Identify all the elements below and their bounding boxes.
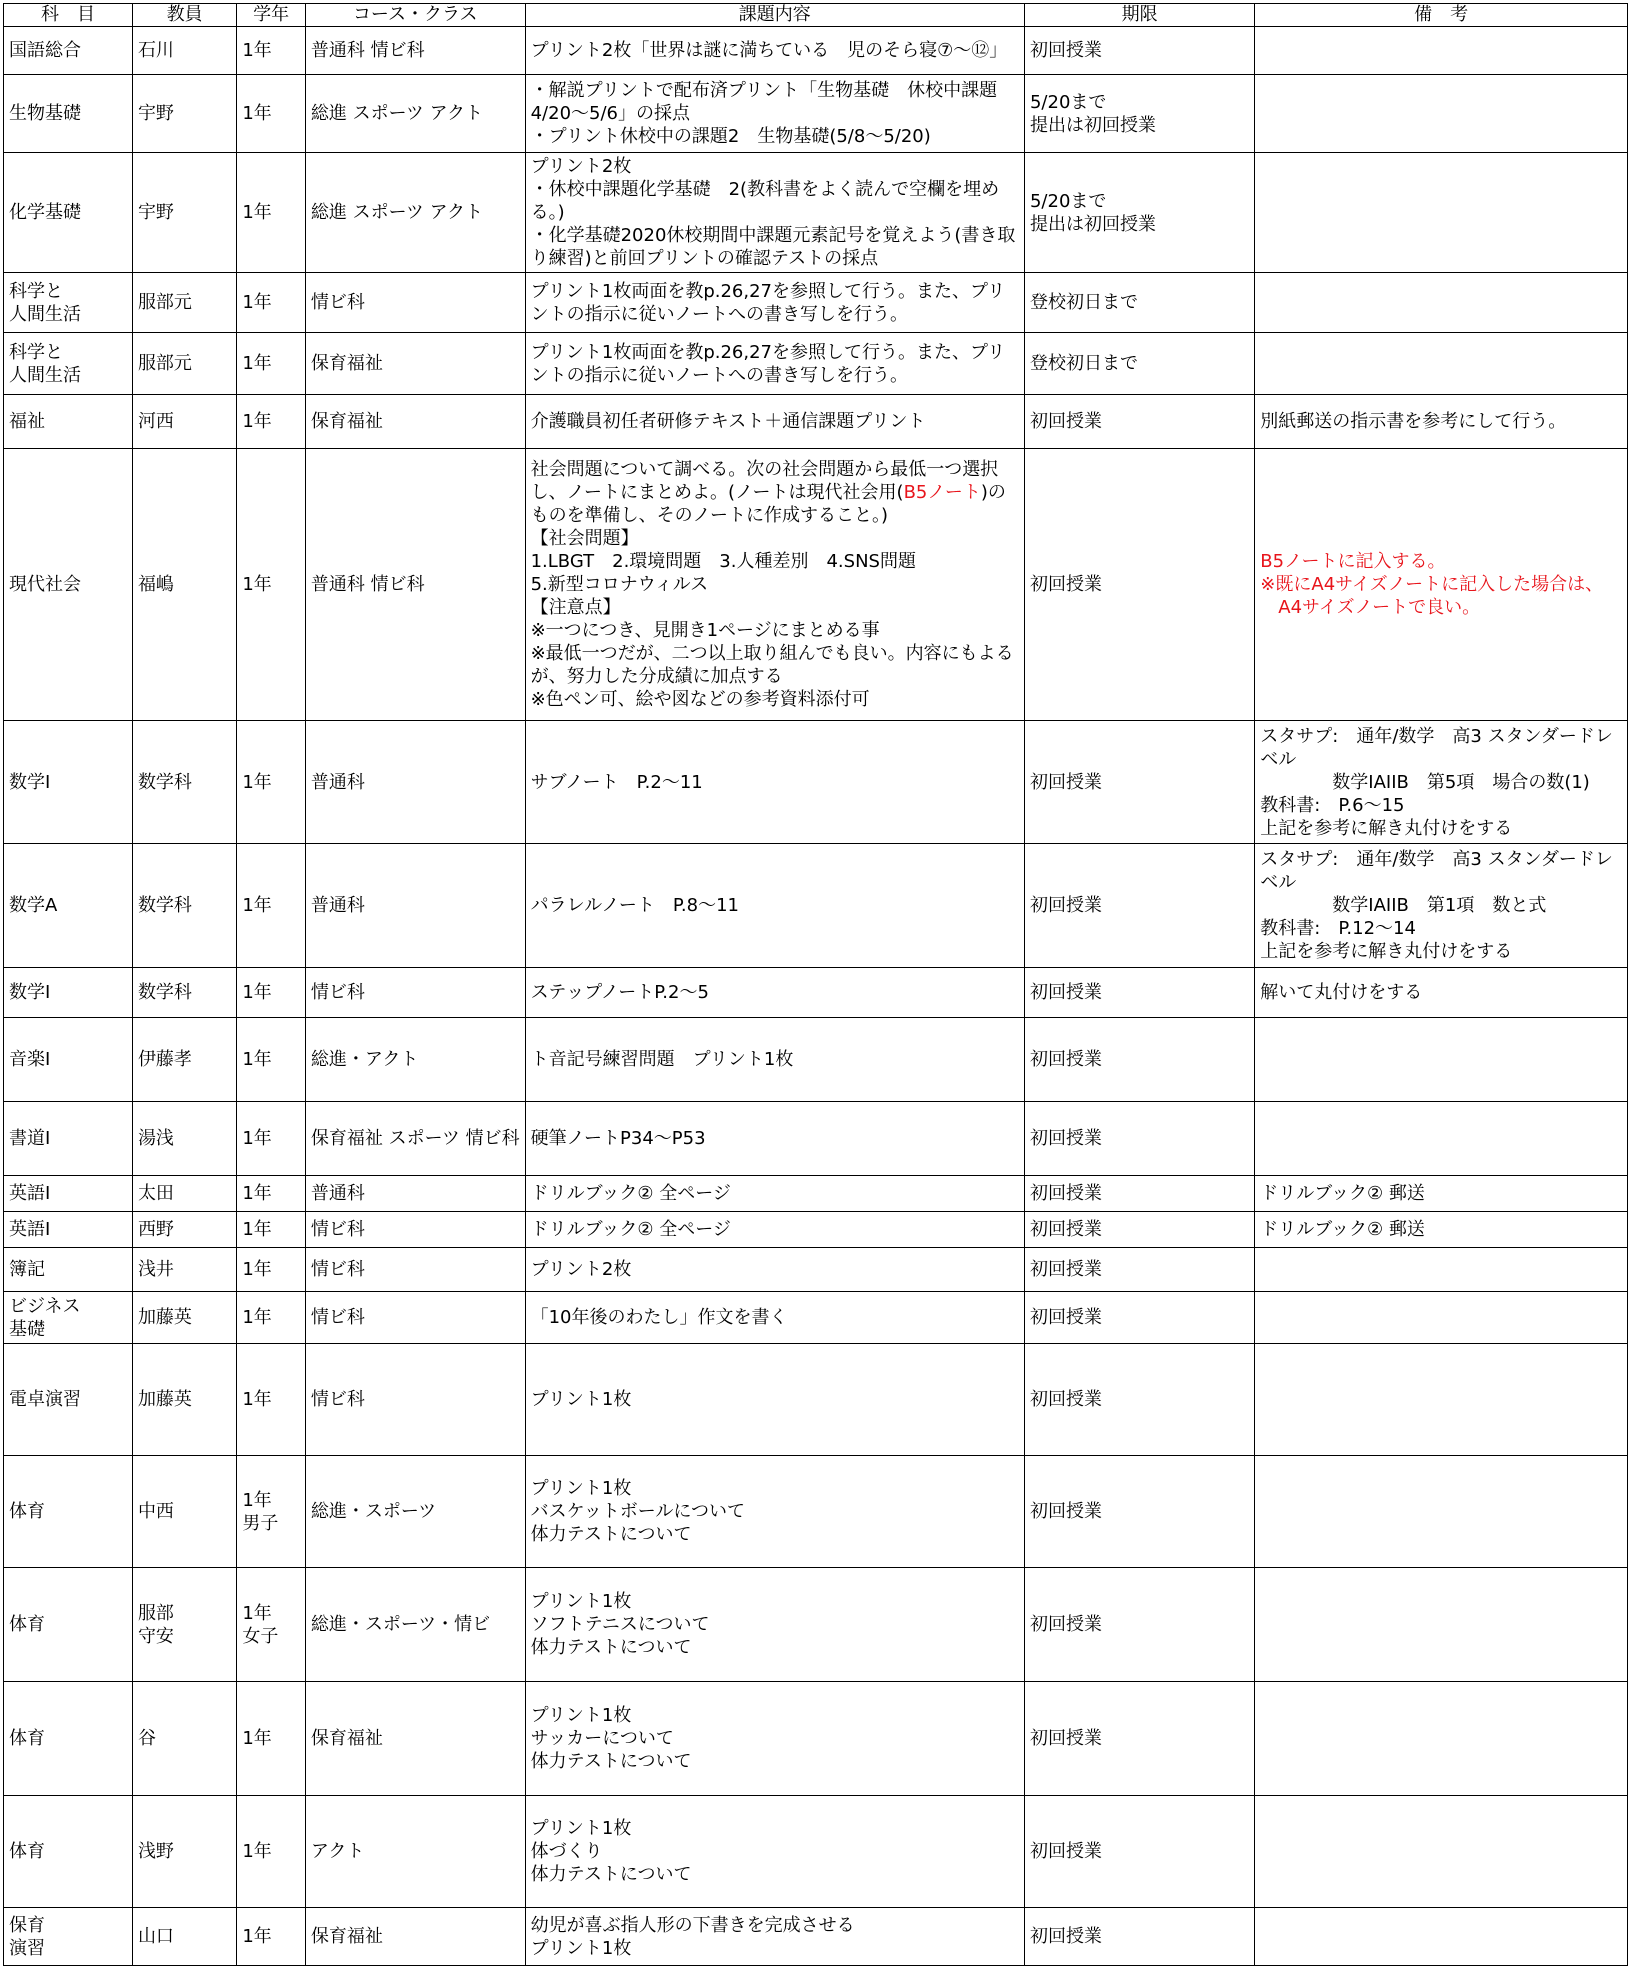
cell-subject: 科学と 人間生活 xyxy=(4,333,133,395)
cell-subject: 化学基礎 xyxy=(4,153,133,273)
cell-grade: 1年 xyxy=(237,1176,306,1212)
cell-note xyxy=(1255,333,1628,395)
cell-task: 「10年後のわたし」作文を書く xyxy=(525,1292,1024,1344)
cell-note xyxy=(1255,1568,1628,1682)
cell-deadline: 初回授業 xyxy=(1024,1292,1254,1344)
table-row xyxy=(4,1102,1628,1176)
cell-grade: 1年 女子 xyxy=(237,1568,306,1682)
cell-subject: 簿記 xyxy=(4,1248,133,1292)
header-course: コース・クラス xyxy=(305,4,525,27)
cell-task: プリント2枚 ・休校中課題化学基礎 2(教科書をよく読んで空欄を埋める。) ・化学基礎2020休校期間中課題元素記号を覚えよう(書き取り練習)と前回プリントの確認テストの採点 xyxy=(525,153,1024,273)
cell-course: 情ビ科 xyxy=(305,968,525,1018)
cell-task: プリント1枚 バスケットボールについて 体力テストについて xyxy=(525,1456,1024,1568)
cell-teacher: 石川 xyxy=(132,27,236,75)
cell-deadline: 初回授業 xyxy=(1024,1568,1254,1682)
cell-deadline: 初回授業 xyxy=(1024,1682,1254,1796)
cell-subject: ビジネス 基礎 xyxy=(4,1292,133,1344)
cell-note xyxy=(1255,1908,1628,1966)
cell-teacher: 浅野 xyxy=(132,1796,236,1908)
cell-course: 総進・スポーツ・情ビ xyxy=(305,1568,525,1682)
cell-note: 別紙郵送の指示書を参考にして行う。 xyxy=(1255,395,1628,449)
cell-deadline: 5/20まで 提出は初回授業 xyxy=(1024,153,1254,273)
cell-grade: 1年 xyxy=(237,1344,306,1456)
cell-subject: 音楽Ⅰ xyxy=(4,1018,133,1102)
cell-subject: 英語Ⅰ xyxy=(4,1212,133,1248)
cell-course: 情ビ科 xyxy=(305,1292,525,1344)
cell-task: プリント2枚 xyxy=(525,1248,1024,1292)
cell-course: 保育福祉 スポーツ 情ビ科 xyxy=(305,1102,525,1176)
cell-note: 解いて丸付けをする xyxy=(1255,968,1628,1018)
cell-grade: 1年 xyxy=(237,395,306,449)
cell-note: ドリルブック② 郵送 xyxy=(1255,1176,1628,1212)
task-text: )のものを準備し、そのノートに作成すること。) 【社会問題】 1.LBGT 2.環境問題 3.人種差別 4.SNS問題 5.新型コロナウィルス 【注意点】 ※一つにつき、見開き1ページにまとめる事 ※最低一つだが、二つ以上取り組んでも良い。内容にもよるが、努力した分成績に加点する ※色ペン可、絵や図などの参考資料添付可 xyxy=(530,482,1014,710)
cell-subject: 現代社会 xyxy=(4,449,133,721)
table-row xyxy=(4,395,1628,449)
table-row xyxy=(4,1176,1628,1212)
cell-deadline: 初回授業 xyxy=(1024,844,1254,968)
cell-deadline: 初回授業 xyxy=(1024,27,1254,75)
cell-teacher: 太田 xyxy=(132,1176,236,1212)
cell-subject: 数学Ⅰ xyxy=(4,968,133,1018)
cell-grade: 1年 xyxy=(237,1102,306,1176)
cell-note xyxy=(1255,75,1628,153)
cell-deadline: 初回授業 xyxy=(1024,1212,1254,1248)
cell-note xyxy=(1255,1102,1628,1176)
cell-grade: 1年 xyxy=(237,1908,306,1966)
table-row xyxy=(4,1456,1628,1568)
cell-course: 総進 スポーツ アクト xyxy=(305,153,525,273)
cell-note: スタサプ: 通年/数学 高3 スタンダードレベル 数学IAIIB 第1項 数と式 教科書: P.12～14 上記を参考に解き丸付けをする xyxy=(1255,844,1628,968)
cell-task: ・解説プリントで配布済プリント「生物基礎 休校中課題 4/20～5/6」の採点 ・プリント休校中の課題2 生物基礎(5/8～5/20) xyxy=(525,75,1024,153)
cell-task: プリント1枚 ソフトテニスについて 体力テストについて xyxy=(525,1568,1024,1682)
cell-note xyxy=(1255,1682,1628,1796)
cell-course: 普通科 xyxy=(305,721,525,844)
cell-teacher: 河西 xyxy=(132,395,236,449)
cell-deadline: 初回授業 xyxy=(1024,1796,1254,1908)
cell-note: B5ノートに記入する。 ※既にA4サイズノートに記入した場合は、 A4サイズノートで良い。 xyxy=(1255,449,1628,721)
cell-subject: 体育 xyxy=(4,1456,133,1568)
cell-course: 総進・スポーツ xyxy=(305,1456,525,1568)
cell-note xyxy=(1255,1292,1628,1344)
cell-deadline: 初回授業 xyxy=(1024,1018,1254,1102)
cell-subject: 書道Ⅰ xyxy=(4,1102,133,1176)
cell-deadline: 初回授業 xyxy=(1024,968,1254,1018)
cell-subject: 体育 xyxy=(4,1796,133,1908)
cell-note xyxy=(1255,273,1628,333)
cell-note xyxy=(1255,153,1628,273)
cell-grade: 1年 xyxy=(237,1682,306,1796)
table-row xyxy=(4,1018,1628,1102)
cell-subject: 電卓演習 xyxy=(4,1344,133,1456)
cell-deadline: 初回授業 xyxy=(1024,1908,1254,1966)
cell-course: 普通科 xyxy=(305,1176,525,1212)
cell-course: 普通科 情ビ科 xyxy=(305,449,525,721)
cell-teacher: 伊藤孝 xyxy=(132,1018,236,1102)
cell-teacher: 服部元 xyxy=(132,273,236,333)
cell-grade: 1年 xyxy=(237,968,306,1018)
cell-teacher: 服部 守安 xyxy=(132,1568,236,1682)
cell-deadline: 初回授業 xyxy=(1024,721,1254,844)
cell-grade: 1年 xyxy=(237,153,306,273)
table-row xyxy=(4,273,1628,333)
cell-deadline: 初回授業 xyxy=(1024,449,1254,721)
cell-task: 硬筆ノートP34～P53 xyxy=(525,1102,1024,1176)
cell-teacher: 中西 xyxy=(132,1456,236,1568)
table-row xyxy=(4,75,1628,153)
cell-task: プリント1枚 体づくり 体力テストについて xyxy=(525,1796,1024,1908)
cell-deadline: 5/20まで 提出は初回授業 xyxy=(1024,75,1254,153)
cell-subject: 体育 xyxy=(4,1568,133,1682)
table-row xyxy=(4,968,1628,1018)
cell-grade: 1年 xyxy=(237,844,306,968)
cell-teacher: 数学科 xyxy=(132,844,236,968)
table-row xyxy=(4,449,1628,721)
table-row xyxy=(4,153,1628,273)
cell-task: プリント1枚 xyxy=(525,1344,1024,1456)
table-header xyxy=(4,4,1628,27)
cell-teacher: 谷 xyxy=(132,1682,236,1796)
assignment-table xyxy=(3,3,1628,1966)
cell-note xyxy=(1255,1248,1628,1292)
table-row xyxy=(4,721,1628,844)
table-row xyxy=(4,1568,1628,1682)
cell-subject: 保育 演習 xyxy=(4,1908,133,1966)
cell-task: プリント1枚両面を教p.26,27を参照して行う。また、プリントの指示に従いノートへの書き写しを行う。 xyxy=(525,333,1024,395)
cell-grade: 1年 男子 xyxy=(237,1456,306,1568)
cell-teacher: 服部元 xyxy=(132,333,236,395)
cell-task: 幼児が喜ぶ指人形の下書きを完成させる プリント1枚 xyxy=(525,1908,1024,1966)
cell-teacher: 加藤英 xyxy=(132,1344,236,1456)
cell-task: ドリルブック② 全ページ xyxy=(525,1176,1024,1212)
cell-course: アクト xyxy=(305,1796,525,1908)
cell-course: 総進・アクト xyxy=(305,1018,525,1102)
table-row xyxy=(4,1212,1628,1248)
cell-course: 保育福祉 xyxy=(305,395,525,449)
cell-course: 総進 スポーツ アクト xyxy=(305,75,525,153)
cell-teacher: 加藤英 xyxy=(132,1292,236,1344)
cell-teacher: 宇野 xyxy=(132,75,236,153)
cell-task: ト音記号練習問題 プリント1枚 xyxy=(525,1018,1024,1102)
cell-note: ドリルブック② 郵送 xyxy=(1255,1212,1628,1248)
cell-teacher: 福嶋 xyxy=(132,449,236,721)
cell-note xyxy=(1255,27,1628,75)
table-row xyxy=(4,1292,1628,1344)
cell-grade: 1年 xyxy=(237,1212,306,1248)
cell-course: 情ビ科 xyxy=(305,273,525,333)
cell-course: 保育福祉 xyxy=(305,333,525,395)
cell-task: パラレルノート P.8～11 xyxy=(525,844,1024,968)
cell-teacher: 山口 xyxy=(132,1908,236,1966)
cell-note xyxy=(1255,1344,1628,1456)
cell-deadline: 登校初日まで xyxy=(1024,273,1254,333)
cell-course: 情ビ科 xyxy=(305,1344,525,1456)
table-row xyxy=(4,1796,1628,1908)
table-row xyxy=(4,1344,1628,1456)
table-row xyxy=(4,844,1628,968)
cell-subject: 国語総合 xyxy=(4,27,133,75)
cell-subject: 福祉 xyxy=(4,395,133,449)
cell-course: 普通科 xyxy=(305,844,525,968)
cell-task: プリント1枚両面を教p.26,27を参照して行う。また、プリントの指示に従いノートへの書き写しを行う。 xyxy=(525,273,1024,333)
cell-grade: 1年 xyxy=(237,333,306,395)
table-row xyxy=(4,1682,1628,1796)
cell-subject: 英語Ⅰ xyxy=(4,1176,133,1212)
task-highlight: B5ノート xyxy=(903,482,981,503)
cell-subject: 科学と 人間生活 xyxy=(4,273,133,333)
table-row xyxy=(4,27,1628,75)
cell-subject: 体育 xyxy=(4,1682,133,1796)
header-grade: 学年 xyxy=(237,4,306,27)
table-row xyxy=(4,1248,1628,1292)
header-note: 備 考 xyxy=(1255,4,1628,27)
cell-teacher: 数学科 xyxy=(132,968,236,1018)
cell-task: 介護職員初任者研修テキスト＋通信課題プリント xyxy=(525,395,1024,449)
cell-teacher: 浅井 xyxy=(132,1248,236,1292)
cell-subject: 数学A xyxy=(4,844,133,968)
table-row xyxy=(4,1908,1628,1966)
cell-deadline: 初回授業 xyxy=(1024,1102,1254,1176)
cell-deadline: 初回授業 xyxy=(1024,1344,1254,1456)
cell-deadline: 初回授業 xyxy=(1024,395,1254,449)
cell-note: スタサプ: 通年/数学 高3 スタンダードレベル 数学IAIIB 第5項 場合の数(1) 教科書: P.6～15 上記を参考に解き丸付けをする xyxy=(1255,721,1628,844)
cell-subject: 生物基礎 xyxy=(4,75,133,153)
task-text: 社会問題について調べる。次の社会問題から最低一つ選択し、ノートにまとめよ。(ノートは現代社会用( xyxy=(530,459,999,503)
cell-course: 普通科 情ビ科 xyxy=(305,27,525,75)
cell-grade: 1年 xyxy=(237,1796,306,1908)
cell-task: ステップノートP.2～5 xyxy=(525,968,1024,1018)
cell-teacher: 西野 xyxy=(132,1212,236,1248)
table-row xyxy=(4,333,1628,395)
cell-course: 保育福祉 xyxy=(305,1908,525,1966)
header-teacher: 教員 xyxy=(132,4,236,27)
cell-teacher: 宇野 xyxy=(132,153,236,273)
cell-note xyxy=(1255,1018,1628,1102)
cell-grade: 1年 xyxy=(237,721,306,844)
cell-grade: 1年 xyxy=(237,1292,306,1344)
cell-deadline: 初回授業 xyxy=(1024,1248,1254,1292)
cell-course: 保育福祉 xyxy=(305,1682,525,1796)
cell-grade: 1年 xyxy=(237,273,306,333)
cell-grade: 1年 xyxy=(237,75,306,153)
cell-note xyxy=(1255,1796,1628,1908)
header-deadline: 期限 xyxy=(1024,4,1254,27)
cell-course: 情ビ科 xyxy=(305,1212,525,1248)
header-task: 課題内容 xyxy=(525,4,1024,27)
cell-task xyxy=(525,449,1024,721)
cell-grade: 1年 xyxy=(237,1248,306,1292)
cell-grade: 1年 xyxy=(237,1018,306,1102)
cell-course: 情ビ科 xyxy=(305,1248,525,1292)
table-body xyxy=(4,27,1628,1966)
cell-grade: 1年 xyxy=(237,27,306,75)
cell-teacher: 数学科 xyxy=(132,721,236,844)
cell-task: プリント1枚 サッカーについて 体力テストについて xyxy=(525,1682,1024,1796)
cell-deadline: 初回授業 xyxy=(1024,1456,1254,1568)
cell-task: プリント2枚「世界は謎に満ちている 児のそら寝⑦～⑫」 xyxy=(525,27,1024,75)
cell-deadline: 初回授業 xyxy=(1024,1176,1254,1212)
cell-teacher: 湯浅 xyxy=(132,1102,236,1176)
cell-task: サブノート P.2～11 xyxy=(525,721,1024,844)
header-subject: 科 目 xyxy=(4,4,133,27)
cell-note xyxy=(1255,1456,1628,1568)
cell-grade: 1年 xyxy=(237,449,306,721)
cell-subject: 数学Ⅰ xyxy=(4,721,133,844)
cell-deadline: 登校初日まで xyxy=(1024,333,1254,395)
cell-task: ドリルブック② 全ページ xyxy=(525,1212,1024,1248)
